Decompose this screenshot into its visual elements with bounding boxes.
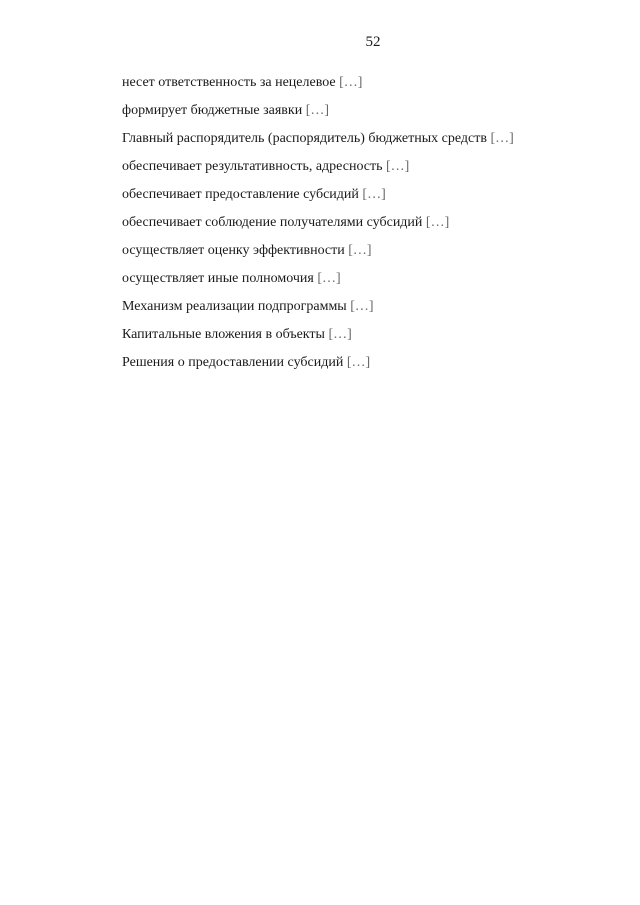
excerpt-ellipsis: […] <box>302 103 330 118</box>
paragraph-text: формирует бюджетные заявки <box>122 103 303 118</box>
page-number: 52 <box>365 34 381 50</box>
excerpt-ellipsis: […] <box>486 131 514 146</box>
paragraph-responsibility <box>94 73 592 92</box>
excerpt-ellipsis: […] <box>346 299 374 314</box>
paragraph-capital-investments <box>94 325 592 344</box>
paragraph-chief-administrator <box>94 129 592 148</box>
paragraph-implementation-mechanism <box>94 297 592 316</box>
paragraph-efficiency-evaluation <box>94 241 592 260</box>
excerpt-ellipsis: […] <box>335 75 363 90</box>
paragraph-text: Решения о предоставлении субсидий <box>122 355 344 370</box>
excerpt-ellipsis: […] <box>358 187 386 202</box>
paragraph-text: осуществляет иные полномочия <box>122 271 314 286</box>
paragraph-other-powers <box>94 269 592 288</box>
paragraph-subsidies-provision <box>94 185 592 204</box>
paragraph-text: Капитальные вложения в объекты <box>122 327 325 342</box>
paragraph-text: Главный распорядитель (распорядитель) бюджетных средств <box>122 131 487 146</box>
excerpt-ellipsis: […] <box>382 159 410 174</box>
paragraph-effectiveness <box>94 157 592 176</box>
paragraph-text: несет ответственность за нецелевое <box>122 75 336 90</box>
paragraph-text: обеспечивает предоставление субсидий <box>122 187 359 202</box>
paragraph-subsidy-decisions <box>94 353 592 372</box>
paragraph-text: обеспечивает соблюдение получателями субсидий <box>122 215 423 230</box>
excerpt-ellipsis: […] <box>324 327 352 342</box>
paragraph-text: осуществляет оценку эффективности <box>122 243 345 258</box>
paragraph-text: Механизм реализации подпрограммы <box>122 299 347 314</box>
paragraph-text: обеспечивает результативность, адресность <box>122 159 383 174</box>
excerpt-ellipsis: […] <box>313 271 341 286</box>
document-body <box>94 73 592 372</box>
excerpt-ellipsis: […] <box>422 215 450 230</box>
excerpt-ellipsis: […] <box>343 355 371 370</box>
paragraph-budget-requests <box>94 101 592 120</box>
paragraph-recipient-compliance <box>94 213 592 232</box>
excerpt-ellipsis: […] <box>344 243 372 258</box>
